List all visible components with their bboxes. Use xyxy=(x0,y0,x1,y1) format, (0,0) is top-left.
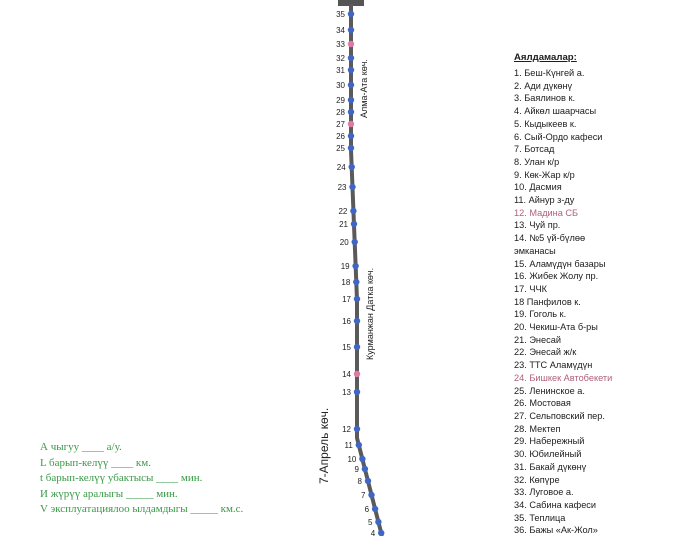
stop-marker xyxy=(378,530,384,536)
stop-number-label: 35 xyxy=(336,10,345,19)
legend-item: 18 Панфилов к. xyxy=(514,296,581,307)
stop-number-label: 18 xyxy=(341,278,351,287)
stop-marker xyxy=(348,27,354,33)
stop-number-label: 21 xyxy=(339,220,348,229)
stop-number-label: 12 xyxy=(342,425,351,434)
stop-number-label: 14 xyxy=(342,370,351,379)
stop-marker xyxy=(372,506,378,512)
stop-number-label: 29 xyxy=(336,96,345,105)
stop-marker xyxy=(348,41,354,47)
stop-marker xyxy=(352,263,358,269)
legend-item: 20. Чекиш-Ата б-ры xyxy=(514,322,598,333)
stats-row: И жүрүү аралыгы _____ мин. xyxy=(40,487,178,500)
legend-item: 22. Энесай ж/к xyxy=(514,347,577,358)
route-stats xyxy=(40,440,243,518)
stop-marker xyxy=(368,492,374,498)
legend-item: 13. Чуй пр. xyxy=(514,220,561,231)
stop-number-label: 8 xyxy=(357,477,362,486)
stop-number-label: 19 xyxy=(340,262,350,271)
legend-item: 19. Гоголь к. xyxy=(514,309,567,320)
stop-marker xyxy=(348,11,354,17)
stats-row: А чыгуу ____ а/у. xyxy=(40,441,122,453)
stop-number-label: 26 xyxy=(336,132,345,141)
stop-number-label: 4 xyxy=(370,529,376,536)
legend-item: 1. Беш-Күнгей а. xyxy=(514,68,585,78)
legend-item: 6. Сый-Ордо кафеси xyxy=(514,131,603,142)
legend-item: 26. Мостовая xyxy=(514,398,571,409)
legend-item: 28. Мектеп xyxy=(514,423,561,434)
legend-item: 21. Энесай xyxy=(514,334,561,345)
legend-item: 35. Теплица xyxy=(514,512,566,523)
stop-number-label: 30 xyxy=(336,81,345,90)
stop-number-label: 28 xyxy=(336,108,345,117)
legend-item: 10. Дасмия xyxy=(514,182,562,193)
stop-marker xyxy=(348,67,354,73)
stop-marker xyxy=(354,296,360,302)
stop-marker xyxy=(349,164,355,170)
legend-item: 29. Набережный xyxy=(514,436,585,447)
legend-item: 16. Жибек Жолу пр. xyxy=(514,271,599,282)
stop-number-label: 11 xyxy=(344,441,353,450)
legend-list xyxy=(514,67,694,537)
legend-item: 17. ЧЧК xyxy=(514,283,547,294)
stop-number-label: 23 xyxy=(337,183,347,192)
stop-number-label: 22 xyxy=(338,207,348,216)
stop-marker xyxy=(365,478,371,484)
legend-item: 32. Көпүре xyxy=(514,474,560,485)
stop-number-label: 27 xyxy=(336,120,345,129)
legend-item: 5. Кыдыкеев к. xyxy=(514,118,577,129)
stats-row: V эксплуатациялоо ылдамдыгы _____ км.с. xyxy=(40,503,244,516)
stop-number-label: 5 xyxy=(367,518,373,527)
stop-marker xyxy=(348,97,354,103)
stop-marker xyxy=(354,318,360,324)
stop-number-label: 33 xyxy=(336,40,345,49)
legend-item: 4. Айкөл шаарчасы xyxy=(514,106,597,117)
stop-number-label: 25 xyxy=(336,144,345,153)
legend-item: 33. Луговое а. xyxy=(514,487,574,498)
legend-item: 30. Юбилейный xyxy=(514,449,582,460)
stop-marker xyxy=(354,426,360,432)
legend-item: 25. Ленинское а. xyxy=(514,385,585,396)
stats-row: t барып-келүү убактысы ____ мин. xyxy=(40,472,203,485)
street-label-7-april: 7-Апрель көч. xyxy=(317,407,331,484)
stop-marker xyxy=(354,371,360,377)
stop-marker xyxy=(362,466,368,472)
stop-marker xyxy=(352,239,358,245)
legend-item: 8. Улан к/р xyxy=(514,156,560,167)
legend-item: 27. Сельповский пер. xyxy=(514,410,605,421)
legend-item: 36. Бажы «Ак-Жол» xyxy=(514,525,598,536)
legend-item: 11. Айнур з-ду xyxy=(514,195,575,206)
stop-marker xyxy=(348,109,354,115)
legend-item: 31. Бакай дүкөнү xyxy=(514,461,587,472)
stop-number-label: 17 xyxy=(342,295,351,304)
stop-marker xyxy=(359,456,365,462)
stop-number-label: 34 xyxy=(336,26,345,35)
legend-item: 2. Ади дүкөнү xyxy=(514,80,573,91)
street-label-alma-ata: Алма-Ата көч. xyxy=(359,59,369,118)
legend-item: 34. Сабина кафеси xyxy=(514,499,597,510)
legend-item: 14. №5 үй-бүлөө эмканасы xyxy=(514,233,586,256)
legend-title: Аялдамалар: xyxy=(514,52,577,63)
stop-number-label: 9 xyxy=(354,465,359,474)
stop-marker xyxy=(354,344,360,350)
stop-marker xyxy=(348,133,354,139)
stop-marker xyxy=(353,279,359,285)
stop-number-label: 6 xyxy=(364,505,370,514)
stop-marker xyxy=(351,221,357,227)
stop-number-label: 31 xyxy=(336,66,345,75)
legend-item: 7. Ботсад xyxy=(514,144,555,155)
legend-item: 24. Бишкек Автобекети xyxy=(514,372,613,383)
stop-marker xyxy=(348,121,354,127)
stops-legend xyxy=(514,52,694,537)
stop-marker xyxy=(348,55,354,61)
stop-marker xyxy=(356,442,362,448)
stop-number-label: 10 xyxy=(347,455,357,464)
legend-item: 9. Көк-Жар к/р xyxy=(514,169,575,180)
stats-row: L барып-келүү ____ км. xyxy=(40,456,151,469)
stop-marker xyxy=(349,184,355,190)
stop-marker xyxy=(348,145,354,151)
stop-number-label: 15 xyxy=(342,343,351,352)
stop-marker xyxy=(354,389,360,395)
legend-item: 12. Мадина СБ xyxy=(514,207,579,218)
stop-number-label: 7 xyxy=(361,491,366,500)
street-label-kurmanjan-datka: Курманжан Датка көч. xyxy=(365,267,375,360)
legend-item: 15. Аламүдүн базары xyxy=(514,258,606,269)
stop-number-label: 16 xyxy=(342,317,351,326)
stop-number-label: 32 xyxy=(336,54,345,63)
stop-number-label: 24 xyxy=(336,163,346,172)
stop-marker xyxy=(348,82,354,88)
legend-item: 23. ТТС Аламүдүн xyxy=(514,360,593,371)
legend-item: 3. Баялинов к. xyxy=(514,93,576,104)
stop-marker xyxy=(375,519,381,525)
stop-marker xyxy=(350,208,356,214)
stop-number-label: 13 xyxy=(342,388,351,397)
stop-number-label: 20 xyxy=(339,238,349,247)
